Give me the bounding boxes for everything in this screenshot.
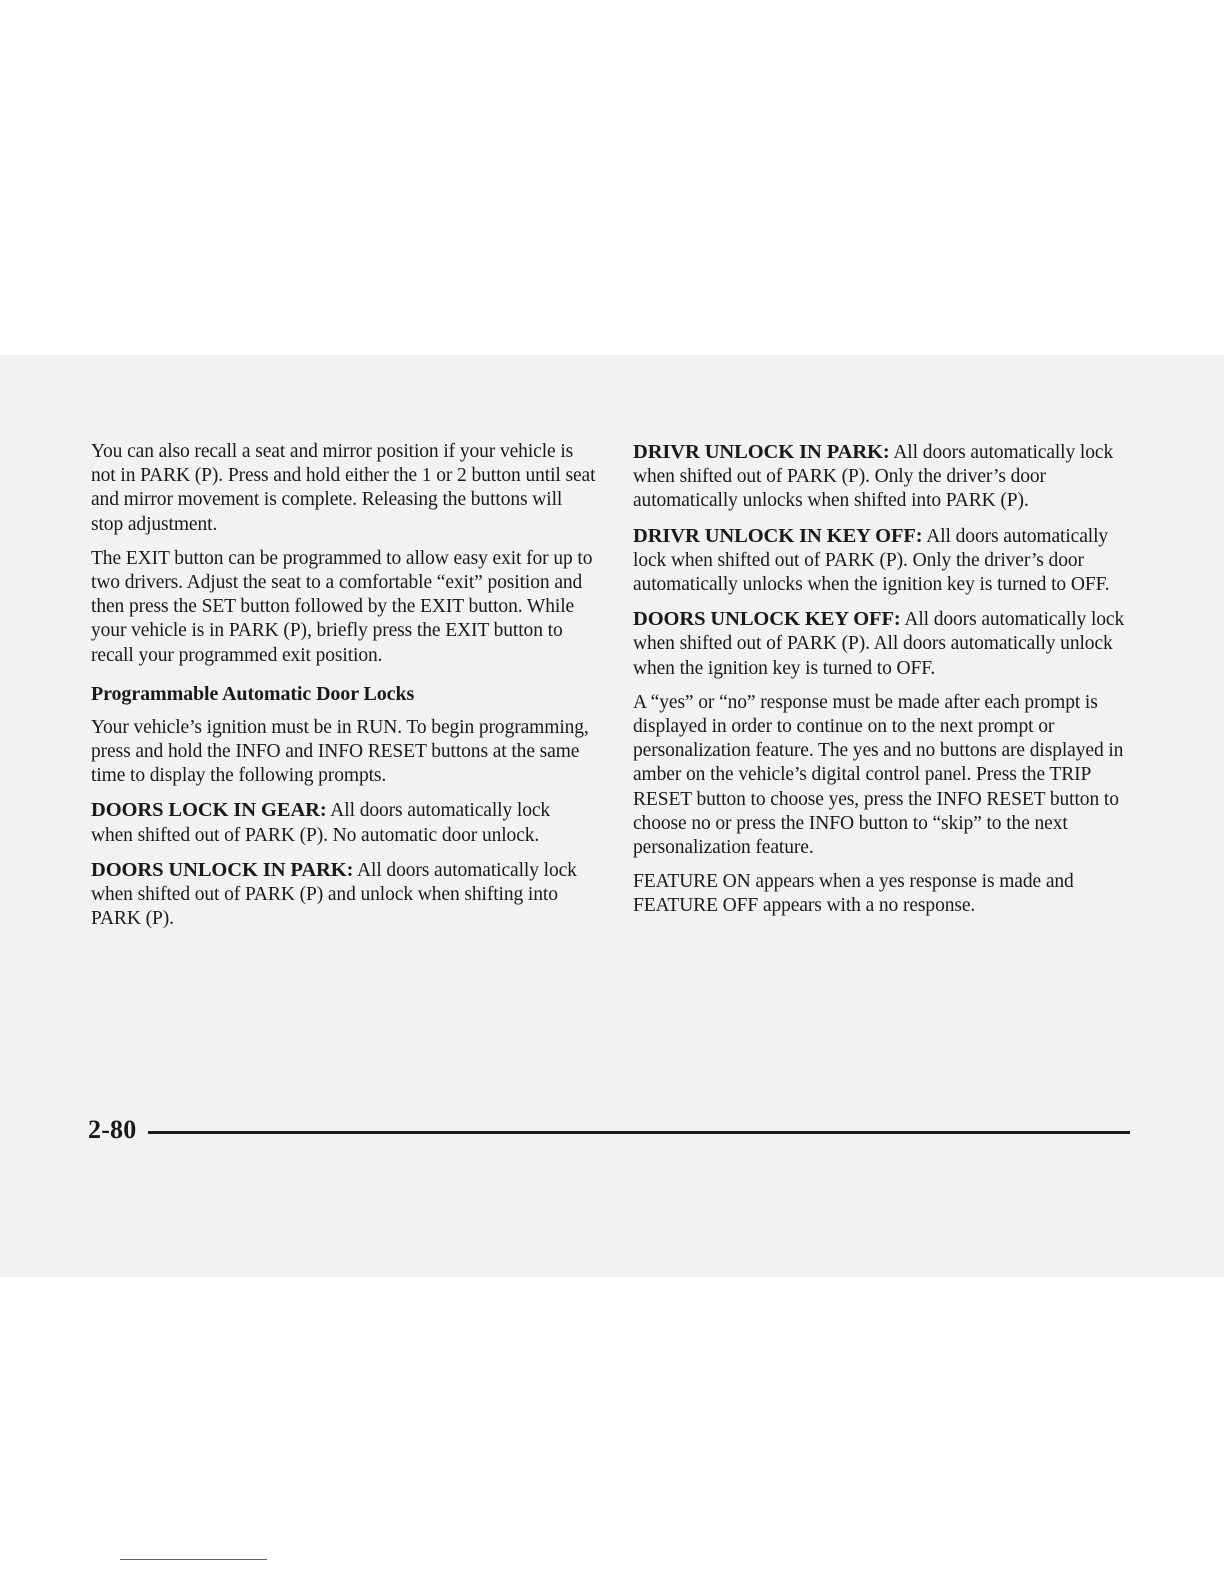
option-term: DRIVR UNLOCK IN PARK:	[633, 441, 890, 463]
option-term: DRIVR UNLOCK IN KEY OFF:	[633, 524, 923, 547]
paragraph-feature-on-off: FEATURE ON appears when a yes response is made and FEATURE OFF appears with a no response.	[633, 871, 1074, 917]
option-doors-lock-in-gear	[91, 798, 596, 847]
option-doors-unlock-in-park	[91, 858, 596, 932]
option-term: DOORS UNLOCK KEY OFF:	[633, 608, 901, 631]
option-drivr-unlock-in-park	[633, 440, 1125, 514]
paragraph-exit-button: The EXIT button can be programmed to allow easy exit for up to two drivers. Adjust the seat to a comfortable “exit” position and then press the SET button followed by the EXIT button. While your vehicle is in PARK (P), briefly press the EXIT button to recall your programmed exit position.	[91, 547, 593, 666]
section-heading: Programmable Automatic Door Locks	[91, 682, 415, 705]
option-description: All doors automatically lock when shifted out of PARK (P). No automatic door unlock.	[91, 800, 551, 846]
option-doors-unlock-key-off	[633, 607, 1125, 681]
option-term: DOORS UNLOCK IN PARK:	[91, 858, 354, 881]
footer-rule	[148, 1131, 1130, 1134]
page-footer	[88, 1110, 1130, 1150]
option-drivr-unlock-key-off	[633, 524, 1125, 598]
option-description: All doors automatically lock when shifted out of PARK (P). Only the driver’s door automatically unlocks when shifted into PARK (P).	[633, 442, 1114, 512]
bottom-divider	[120, 1559, 267, 1560]
paragraph-recall-position: You can also recall a seat and mirror position if your vehicle is not in PARK (P). Press and hold either the 1 or 2 button until seat and mirror movement is complete. Releasing the buttons will stop adjustment.	[91, 441, 596, 535]
paragraph-yes-no-response: A “yes” or “no” response must be made after each prompt is displayed in order to continue on to the next prompt or personalization feature. The yes and no buttons are displayed in amber on the vehicle’s digital control panel. Press the TRIP RESET button to choose yes, press the INFO RESET button to choose no or press the INFO button to “skip” to the next personalization feature.	[633, 691, 1124, 859]
option-description: All doors automatically lock when shifted out of PARK (P) and unlock when shifting into PARK (P).	[91, 859, 577, 930]
option-description: All doors automatically lock when shifted out of PARK (P). All doors automatically unlock when the ignition key is turned to OFF.	[633, 609, 1125, 679]
right-column	[633, 440, 1125, 929]
option-description: All doors automatically lock when shifted out of PARK (P). Only the driver’s door automatically unlocks when the ignition key is turned to OFF.	[633, 525, 1110, 596]
left-column	[91, 440, 596, 941]
option-term: DOORS LOCK IN GEAR:	[91, 799, 327, 822]
paragraph-programming: Your vehicle’s ignition must be in RUN. To begin programming, press and hold the INFO and INFO RESET buttons at the same time to display the following prompts.	[91, 716, 589, 787]
page-number: 2-80	[88, 1115, 137, 1144]
